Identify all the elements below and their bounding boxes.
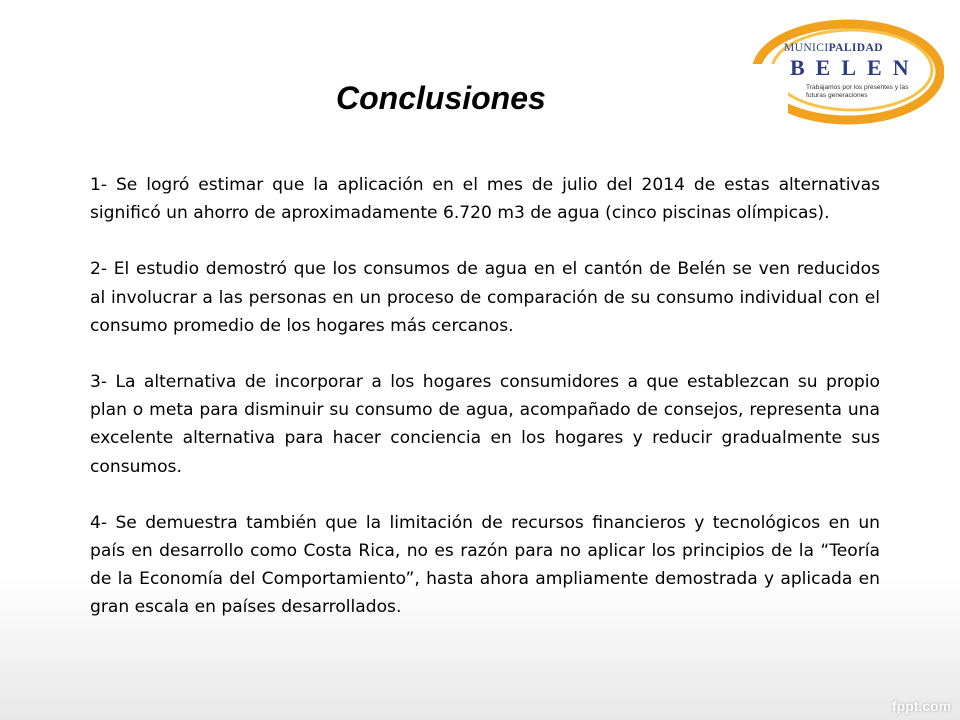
conclusion-paragraph-1: 1- Se logró estimar que la aplicación en el mes de julio del 2014 de estas alternativas significó un ahorro de aproximadamente 6.720 m3 de agua (cinco piscinas olímpicas). xyxy=(90,175,880,224)
conclusion-paragraph-4: 4- Se demuestra también que la limitación de recursos financieros y tecnológicos en un país en desarrollo como Costa Rica, no es razón para no aplicar los principios de la “Teoría de la Economía del Comportamiento”, hasta ahora ampliamente demostrada y aplicada en gran escala en países desarrollados. xyxy=(90,512,880,618)
municipalidad-belen-logo xyxy=(748,18,944,126)
logo-tagline: Trabajamos por los presentes y las futuras generaciones xyxy=(806,84,909,99)
logo-subtitle: BELEN xyxy=(790,55,920,80)
logo-title: MUNICIPALIDAD xyxy=(784,42,883,54)
conclusion-paragraph-3: 3- La alternativa de incorporar a los hogares consumidores a que establezcan su propio plan o meta para disminuir su consumo de agua, acompañado de consejos, representa una excelente alternativa para hacer conciencia en los hogares y reducir gradualmente sus consumos. xyxy=(90,372,880,477)
conclusion-paragraph-2: 2- El estudio demostró que los consumos de agua en el cantón de Belén se ven reducidos al involucrar a las personas en un proceso de comparación de su consumo individual con el consumo promedio de los hogares más cercanos. xyxy=(90,259,880,336)
footer-brand: fppt.com xyxy=(892,698,952,714)
slide-title: Conclusiones xyxy=(336,80,546,116)
conclusions-body xyxy=(90,171,880,622)
